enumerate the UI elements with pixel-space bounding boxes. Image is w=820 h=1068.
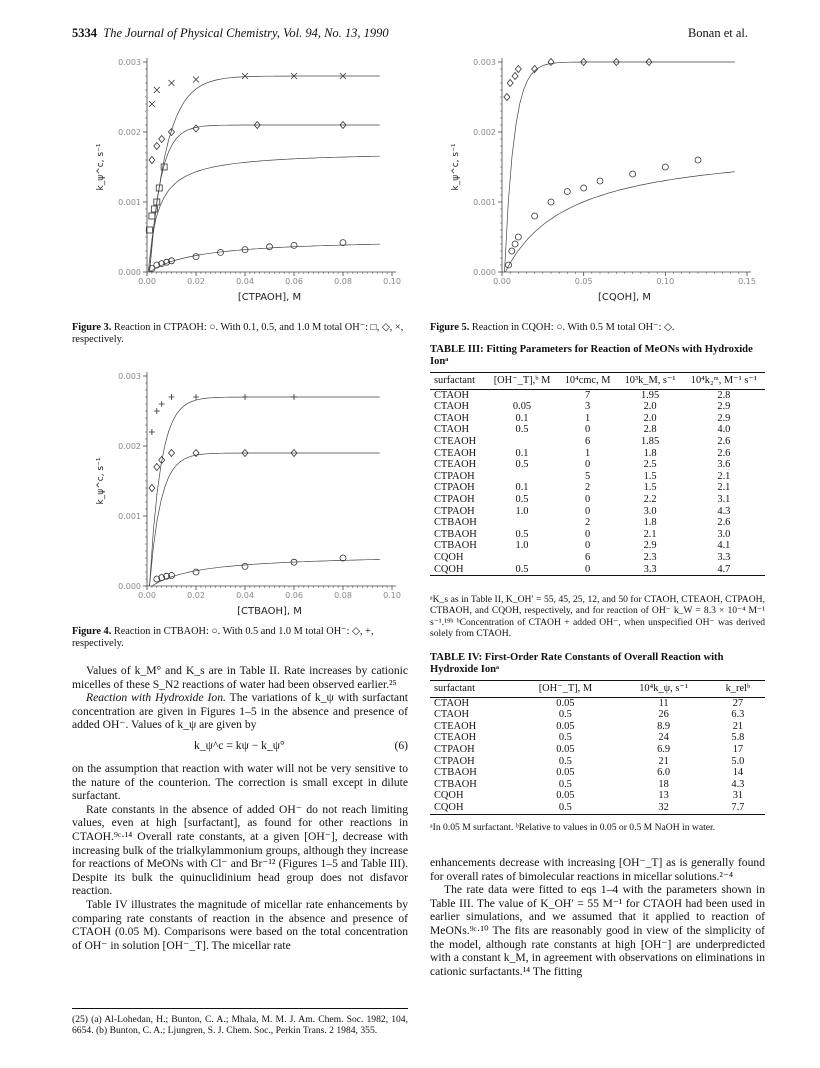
table-cell: 0	[585, 528, 591, 540]
journal-title: The Journal of Physical Chemistry, Vol. 94, No. 13, 1990	[103, 26, 389, 40]
plus-marker	[154, 408, 160, 414]
table-row	[430, 459, 765, 471]
table-cell: 18	[658, 778, 669, 790]
fit-curve	[150, 453, 380, 586]
table-cell: 3	[585, 401, 591, 413]
table-cell: 6	[585, 435, 591, 447]
diamond-marker	[154, 464, 160, 471]
figure-4-caption	[72, 626, 407, 650]
paragraph: Rate constants in the absence of added OH⁻ do not reach limiting values, even at high [surfactant], as found for other reactions in CTAOH.⁹ᶜ·¹⁴ Overall rate constants, at a given [OH⁻], decrease with increasing bulk of the trialkylammonium groups, although they increase for reactions of MeONs with Cl⁻ and Br⁻¹² (Figures 1–5 and Table III). Despite its bulk the quinuclidinium head group does not disfavor reaction.	[72, 802, 408, 898]
plus-marker	[193, 394, 199, 400]
plus-marker	[242, 394, 248, 400]
cross-marker	[169, 80, 175, 86]
table-cell: 1	[585, 412, 591, 424]
cross-marker	[242, 73, 248, 79]
paragraph: Reaction with Hydroxide Ion. The variations of k_ψ with surfactant concentration are given in Figures 1–5 in the absence and presence of added OH⁻. Values of k_ψ are given by	[72, 691, 408, 732]
table-cell: 1.95	[640, 389, 660, 401]
paragraph: Values of k_M° and K_s are in Table II. Rate increases by cationic micelles of these S_N2 reactions of water had been observed earlier.²⁵	[72, 664, 408, 691]
table-cell: 11	[658, 697, 669, 709]
table-row	[430, 802, 765, 814]
x-axis-label: [CTPAOH], M	[237, 292, 302, 303]
table-cell: 1.0	[515, 505, 529, 517]
y-tick-label: 0.002	[118, 442, 141, 451]
diamond-marker	[159, 136, 165, 143]
diamond-marker	[512, 73, 518, 80]
fit-curve	[150, 397, 380, 586]
table-cell: CTAOH	[434, 709, 469, 721]
table-cell: 7	[585, 389, 591, 401]
table-row	[430, 401, 765, 413]
table-row	[430, 732, 765, 744]
diamond-marker	[548, 59, 554, 66]
table-cell: 32	[616, 802, 710, 814]
y-axis-label: k_ψ^c, s⁻¹	[451, 143, 461, 191]
plus-marker	[149, 429, 155, 435]
table-cell: 1.5	[643, 482, 657, 494]
paragraph: on the assumption that reaction with water will not be very sensitive to the nature of the counterion. The correction is small except in dilute surfactant.	[72, 761, 408, 803]
table-cell: 5.0	[731, 755, 745, 767]
table-cell: CTPAOH	[434, 743, 475, 755]
table-cell: 2.1	[717, 482, 731, 494]
x-axis-label: [CTBAOH], M	[237, 606, 302, 617]
figure-3-caption	[72, 322, 407, 346]
fit-curve	[150, 76, 380, 272]
table-4-top-rule	[430, 680, 765, 681]
table-cell: CQOH	[434, 790, 464, 802]
table-cell: 0.05	[512, 401, 532, 413]
table-cell: 0.5	[515, 424, 529, 436]
table-cell: CTEAOH	[434, 732, 477, 744]
table-row	[430, 471, 765, 483]
fit-curve	[150, 244, 380, 272]
table-cell: 0.1	[515, 447, 529, 459]
x-tick-label: 0.05	[574, 277, 593, 286]
fit-curve	[505, 62, 735, 272]
table-cell: 14	[732, 767, 744, 779]
table-cell: 0	[585, 493, 591, 505]
table-cell: 2.9	[717, 412, 731, 424]
table-cell: 27	[732, 697, 744, 709]
table-cell: CTBAOH	[434, 778, 477, 790]
y-tick-label: 0.001	[473, 198, 496, 207]
table-cell: 17	[732, 743, 744, 755]
table-cell: 1	[585, 447, 591, 459]
table-cell: 1.8	[643, 447, 657, 459]
table-cell: 2.6	[717, 447, 731, 459]
table-cell: 2.6	[717, 435, 731, 447]
table-cell: CQOH	[430, 802, 514, 814]
diamond-marker	[154, 143, 160, 150]
x-tick-label: 0.10	[383, 277, 401, 286]
table-cell: 6.0	[657, 767, 671, 779]
page-number: 5334	[72, 26, 97, 40]
table-cell: 0.5	[515, 459, 529, 471]
table-4-footnote: ᵃIn 0.05 M surfactant. ᵇRelative to values in 0.05 or 0.5 M NaOH in water.	[430, 822, 716, 833]
table-cell: 0.1	[515, 482, 529, 494]
table-cell: 0.5	[558, 778, 572, 790]
table-cell: 2.0	[643, 412, 657, 424]
table-cell: 1.5	[643, 470, 657, 482]
table-row	[430, 506, 765, 518]
table-cell: 3.1	[717, 493, 731, 505]
table-cell: 0.5	[558, 732, 572, 744]
table-cell: CTEAOH	[434, 435, 477, 447]
table-row	[430, 448, 765, 460]
x-tick-label: 0.06	[285, 277, 303, 286]
table-cell: 0.5	[486, 564, 558, 576]
section-heading: Reaction with Hydroxide Ion.	[86, 691, 226, 705]
table-cell: 21	[658, 755, 669, 767]
table-cell: 3.6	[717, 459, 731, 471]
circle-marker	[291, 242, 297, 248]
x-tick-label: 0.15	[738, 277, 756, 286]
figure-5-chart	[440, 48, 760, 320]
table-4-title: TABLE IV: First-Order Rate Constants of Overall Reaction with Hydroxide Ionᵃ	[430, 652, 724, 676]
figure-3-caption-text: Reaction in CTPAOH: ○. With 0.1, 0.5, and 1.0 M total OH⁻: □, ◇, ×, respectively.	[72, 322, 404, 345]
table-row	[430, 564, 765, 576]
table-cell: 0.1	[515, 412, 529, 424]
table-cell: CTPAOH	[434, 482, 475, 494]
table-cell: CTPAOH	[434, 755, 475, 767]
x-tick-label: 0.04	[236, 277, 254, 286]
table-row	[430, 779, 765, 791]
table-cell: 24	[658, 732, 669, 744]
figure-3-chart	[85, 48, 405, 320]
y-tick-label: 0.002	[118, 128, 141, 137]
table-row	[430, 424, 765, 436]
table-cell: 4.3	[717, 505, 731, 517]
table-3-header-cell: 10³k_M, s⁻¹	[617, 375, 682, 389]
table-row	[430, 413, 765, 425]
table-cell: 3.0	[717, 528, 731, 540]
plus-marker	[159, 401, 165, 407]
table-4-header-cell: k_relᵇ	[711, 683, 765, 697]
y-tick-label: 0.000	[473, 268, 496, 277]
circle-marker	[242, 563, 248, 569]
table-cell: 4.0	[717, 424, 731, 436]
table-cell: 8.9	[657, 720, 671, 732]
table-3-header-cell: surfactant	[430, 375, 486, 389]
table-cell: 2.3	[643, 551, 657, 563]
y-tick-label: 0.003	[118, 372, 141, 381]
table-row	[430, 756, 765, 768]
table-cell: 26	[658, 709, 669, 721]
table-cell: CTAOH	[434, 697, 469, 709]
circle-marker	[267, 244, 273, 250]
table-cell: 2.6	[717, 517, 731, 529]
table-cell: 4.7	[683, 564, 765, 576]
cross-marker	[149, 101, 155, 107]
table-cell: CTAOH	[434, 401, 469, 413]
figure-3-label: Figure 3.	[72, 322, 112, 333]
table-4-header-cell: 10⁴k_ψ, s⁻¹	[616, 683, 710, 697]
table-cell: 21	[732, 720, 744, 732]
table-cell: CTPAOH	[434, 493, 475, 505]
table-cell: 5.8	[731, 732, 745, 744]
circle-marker	[512, 241, 518, 247]
reference-footnote: (25) (a) Al-Lohedan, H.; Bunton, C. A.; Mhala, M. M. J. Am. Chem. Soc. 1982, 104, 6654. (b) Bunton, C. A.; Ljungren, S. J. Chem. Soc., Perkin Trans. 2 1984, 355.	[72, 1014, 408, 1037]
table-row	[430, 790, 765, 802]
circle-marker	[548, 199, 554, 205]
figure-4-caption-text: Reaction in CTBAOH: ○. With 0.5 and 1.0 M total OH⁻: ◇, +, respectively.	[72, 626, 374, 649]
table-cell: 1.85	[640, 435, 660, 447]
circle-marker	[662, 164, 668, 170]
x-tick-label: 0.00	[493, 277, 511, 286]
table-cell	[486, 517, 558, 529]
table-3	[430, 375, 765, 576]
table-cell: 0	[585, 424, 591, 436]
table-cell: 0.05	[556, 697, 575, 709]
table-cell: 2.9	[717, 401, 731, 413]
circle-marker	[564, 189, 570, 195]
table-cell: 4.1	[717, 540, 731, 552]
table-cell: 7.7	[711, 802, 765, 814]
diamond-marker	[149, 157, 155, 164]
paragraph: The rate data were fitted to eqs 1–4 with the parameters shown in Table III. The value of K_OH′ = 55 M⁻¹ for CTAOH had been used in earlier simulations, and we assumed that it applied to reaction of MeONs.⁹ᶜ·¹⁰ The fits are reasonably good in view of the simplicity of the model, although rate constants at high [OH⁻] are underpredicted with a constant k_M, in agreement with observations on eliminations in cationic surfactants.¹⁴ The fitting	[430, 883, 765, 978]
x-tick-label: 0.06	[285, 591, 303, 600]
fit-curve	[150, 125, 380, 272]
table-cell: 1.0	[515, 540, 529, 552]
square-marker	[149, 213, 155, 219]
figure-4-chart	[85, 362, 405, 624]
y-tick-label: 0.001	[118, 198, 141, 207]
equation-block	[72, 736, 408, 758]
table-cell: 2	[585, 517, 591, 529]
table-cell: 0.5	[558, 709, 572, 721]
table-cell: 2.8	[717, 389, 731, 401]
table-row	[430, 436, 765, 448]
table-row	[430, 744, 765, 756]
plus-marker	[291, 394, 297, 400]
table-cell: 2.1	[643, 528, 657, 540]
x-tick-label: 0.00	[138, 277, 156, 286]
x-tick-label: 0.00	[138, 591, 156, 600]
equation: k_ψ^c = kψ − k_ψ°	[194, 738, 285, 752]
circle-marker	[695, 157, 701, 163]
diamond-marker	[169, 450, 175, 457]
table-3-top-rule	[430, 372, 765, 373]
table-row	[430, 552, 765, 564]
diamond-marker	[504, 94, 510, 101]
x-tick-label: 0.04	[236, 591, 254, 600]
y-tick-label: 0.000	[118, 268, 141, 277]
table-cell: 0	[585, 540, 591, 552]
table-cell: 2	[585, 482, 591, 494]
running-header	[72, 26, 389, 41]
circle-marker	[532, 213, 538, 219]
circle-marker	[515, 234, 521, 240]
y-tick-label: 0.000	[118, 582, 141, 591]
table-4-header-cell: surfactant	[430, 683, 514, 697]
fit-curve	[152, 560, 380, 587]
table-4-header-cell: [OH⁻_T], M	[514, 683, 616, 697]
diamond-marker	[193, 125, 199, 132]
circle-marker	[506, 262, 512, 268]
x-tick-label: 0.08	[334, 591, 352, 600]
left-body-text	[72, 664, 408, 952]
table-cell: 0.5	[514, 802, 616, 814]
table-cell: 31	[732, 790, 744, 802]
table-cell: 1.8	[643, 517, 657, 529]
diamond-marker	[515, 66, 521, 73]
table-cell: CTPAOH	[434, 470, 475, 482]
circle-marker	[581, 185, 587, 191]
table-row	[430, 709, 765, 721]
circle-marker	[630, 171, 636, 177]
table-cell: CQOH	[430, 564, 486, 576]
table-row	[430, 494, 765, 506]
figure-5-caption-text: Reaction in CQOH: ○. With 0.5 M total OH⁻: ◇.	[471, 322, 675, 333]
table-cell: CTBAOH	[434, 767, 477, 779]
table-cell: CTAOH	[434, 389, 469, 401]
table-cell: 2.9	[643, 540, 657, 552]
circle-marker	[193, 569, 199, 575]
table-cell: CTBAOH	[434, 528, 477, 540]
table-cell: 0	[585, 459, 591, 471]
table-cell: 3.3	[717, 551, 731, 563]
table-cell: CTAOH	[434, 412, 469, 424]
table-cell: 6.9	[657, 743, 671, 755]
table-4	[430, 683, 765, 815]
table-cell: 0.5	[515, 493, 529, 505]
table-cell: CTAOH	[434, 424, 469, 436]
table-row	[430, 721, 765, 733]
paragraph: enhancements decrease with increasing [OH⁻_T] as is generally found for overall rates of bimolecular reactions in micellar solutions.²⁻⁴	[430, 856, 765, 883]
table-cell: 0.05	[556, 720, 575, 732]
diamond-marker	[149, 485, 155, 492]
circle-marker	[193, 254, 199, 260]
authors: Bonan et al.	[687, 26, 748, 40]
table-row	[430, 529, 765, 541]
table-cell	[486, 389, 558, 401]
table-cell: CQOH	[434, 551, 464, 563]
table-cell: 0.05	[556, 790, 575, 802]
table-cell: 0.05	[556, 743, 575, 755]
right-body-text	[430, 856, 765, 978]
circle-marker	[340, 240, 346, 246]
table-cell: CTEAOH	[434, 459, 477, 471]
table-row	[430, 540, 765, 552]
fit-curve	[505, 172, 735, 272]
cross-marker	[193, 77, 199, 83]
paragraph: Table IV illustrates the magnitude of micellar rate enhancements by comparing rate constants of reaction in the absence and presence of CTAOH (0.05 M). Comparisons were based on the total concentration of OH⁻ in solution [OH⁻_T]. The micellar rate	[72, 897, 408, 952]
table-cell: CTPAOH	[434, 505, 475, 517]
table-cell: 0	[585, 505, 591, 517]
table-cell: 2.2	[643, 493, 657, 505]
table-3-header-cell: 10⁴cmc, M	[558, 375, 618, 389]
table-cell	[486, 436, 558, 448]
table-3-header-cell: [OH⁻_T],ᵇ M	[486, 375, 558, 389]
table-row	[430, 482, 765, 494]
table-cell: CTEAOH	[434, 447, 477, 459]
x-tick-label: 0.08	[334, 277, 352, 286]
y-axis-label: k_ψ^c, s⁻¹	[96, 457, 106, 505]
circle-marker	[597, 178, 603, 184]
table-cell: 5	[585, 470, 591, 482]
table-cell: 3.0	[643, 505, 657, 517]
table-3-header-cell: 10⁴k₂ᵐ, M⁻¹ s⁻¹	[683, 375, 765, 389]
y-tick-label: 0.002	[473, 128, 496, 137]
equation-number: (6)	[394, 738, 408, 752]
y-axis-label: k_ψ^c, s⁻¹	[96, 143, 106, 191]
table-cell: 0.5	[515, 528, 529, 540]
table-cell	[486, 471, 558, 483]
table-cell	[486, 552, 558, 564]
table-cell: 0.05	[556, 767, 575, 779]
figure-5-label: Figure 5.	[430, 322, 470, 333]
table-cell: CTEAOH	[434, 720, 477, 732]
table-row	[430, 517, 765, 529]
table-cell: 2.5	[643, 459, 657, 471]
x-axis-label: [CQOH], M	[597, 292, 652, 303]
table-cell: 6.3	[731, 709, 745, 721]
fit-curve	[148, 156, 380, 272]
plus-marker	[169, 394, 175, 400]
diamond-marker	[507, 80, 513, 87]
table-cell: 3.3	[617, 564, 682, 576]
x-tick-label: 0.10	[383, 591, 401, 600]
figure-5-caption	[430, 322, 765, 334]
table-cell: 13	[658, 790, 669, 802]
table-cell: 6	[585, 551, 591, 563]
x-tick-label: 0.10	[656, 277, 675, 286]
footnote-rule	[72, 1008, 408, 1009]
y-tick-label: 0.003	[473, 58, 496, 67]
figure-4-label: Figure 4.	[72, 626, 112, 637]
table-cell: 4.3	[731, 778, 745, 790]
y-tick-label: 0.003	[118, 58, 141, 67]
table-row	[430, 389, 765, 401]
table-3-footnote: ᵃK_s as in Table II, K_OH′ = 55, 45, 25, 12, and 50 for CTAOH, CTEAOH, CTPAOH, CTBAOH, and CQOH, respectively, and for reaction of OH⁻ k_W = 8.3 × 10⁻⁴ M⁻¹ s⁻¹.¹⁹ᵇ ᵇConcentration of CTAOH + added OH⁻, when unspecified OH⁻ was derived solely from CTAOH.	[430, 594, 765, 640]
table-cell: 2.1	[717, 470, 731, 482]
y-tick-label: 0.001	[118, 512, 141, 521]
x-tick-label: 0.02	[187, 591, 205, 600]
table-cell: CTBAOH	[434, 517, 477, 529]
cross-marker	[154, 87, 160, 93]
table-3-title: TABLE III: Fitting Parameters for Reaction of MeONs with Hydroxide Ionᵃ	[430, 344, 753, 368]
x-tick-label: 0.02	[187, 277, 205, 286]
table-cell: CTBAOH	[434, 540, 477, 552]
table-cell: 2.0	[643, 401, 657, 413]
table-row	[430, 767, 765, 779]
table-cell: 0.5	[558, 755, 572, 767]
circle-marker	[509, 248, 515, 254]
table-row	[430, 697, 765, 709]
table-cell: 2.8	[643, 424, 657, 436]
table-cell: 0	[558, 564, 618, 576]
